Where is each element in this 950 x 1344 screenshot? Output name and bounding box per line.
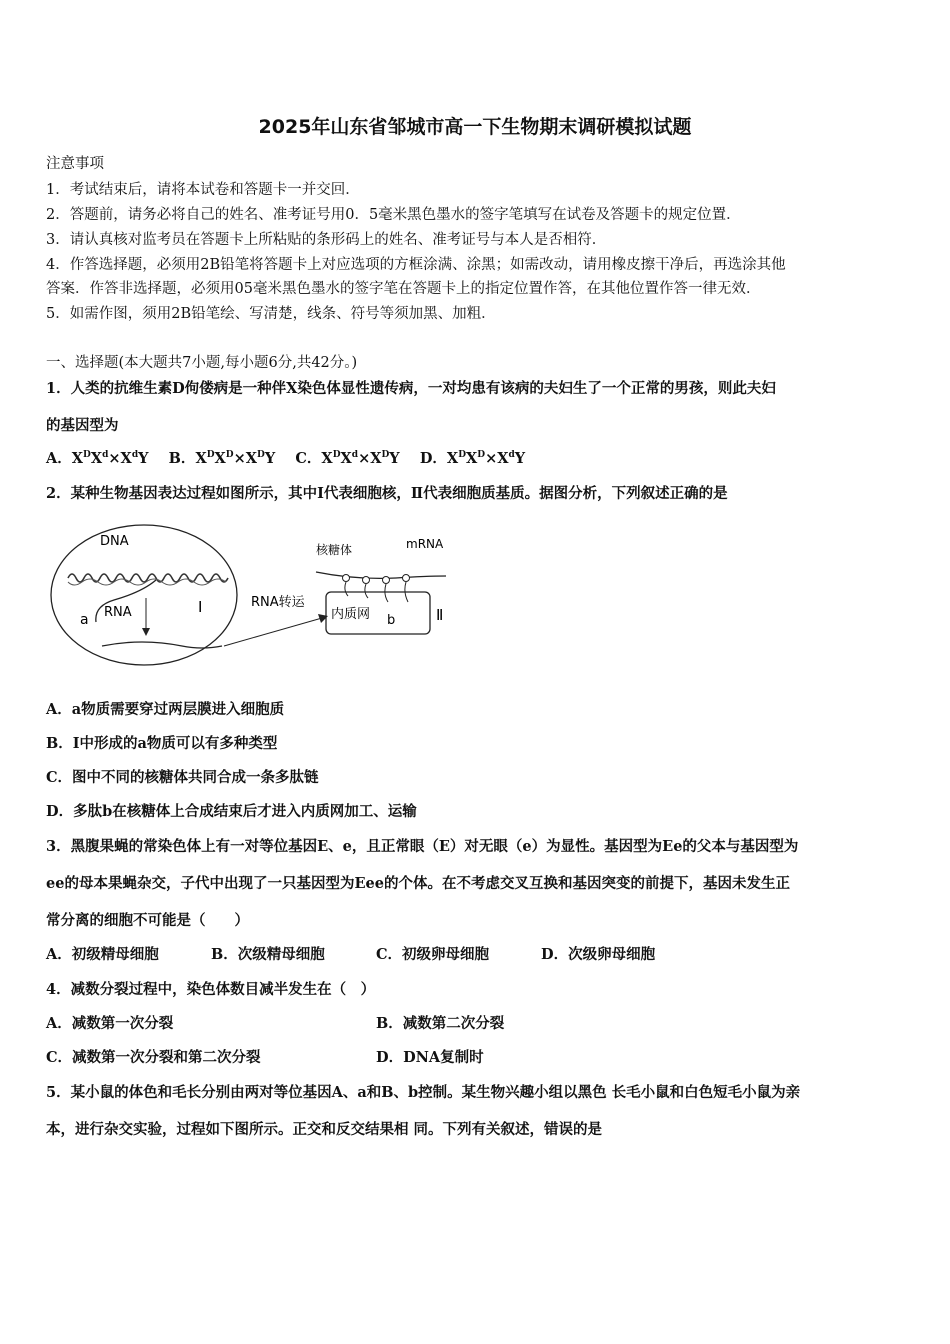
section-heading: 一、选择题(本大题共7小题,每小题6分,共42分。) bbox=[46, 355, 358, 371]
notice-item: 4．作答选择题，必须用2B铅笔将答题卡上对应选项的方框涂满、涂黑；如需改动，请用橡皮擦干净后，再选涂其他 bbox=[46, 257, 786, 273]
option-a[interactable]: A．初级精母细胞 bbox=[46, 946, 159, 963]
ribosome-4 bbox=[403, 575, 410, 582]
cytoplasm-label: Ⅱ bbox=[436, 606, 444, 624]
option-b[interactable]: B．次级精母细胞 bbox=[211, 946, 325, 963]
option-a[interactable]: A．$X^DX^d\times X^dY$ bbox=[46, 450, 149, 467]
question-2-option-b[interactable]: B．Ⅰ中形成的a物质可以有多种类型 bbox=[46, 735, 278, 752]
notice-item: 答案．作答非选择题，必须用05毫米黑色墨水的签字笔在答题卡上的指定位置作答，在其他位置作答一律无效． bbox=[46, 281, 761, 297]
ribosome-1 bbox=[343, 575, 350, 582]
option-d[interactable]: D．次级卵母细胞 bbox=[541, 946, 656, 963]
nucleus-outline bbox=[51, 525, 237, 665]
nucleus-label: Ⅰ bbox=[198, 598, 203, 616]
rna-label: RNA bbox=[104, 605, 132, 620]
question-3-options bbox=[46, 943, 655, 964]
gene-expression-diagram bbox=[46, 520, 466, 680]
synthesis-arrowhead bbox=[142, 628, 150, 636]
question-5-stem-cont: 本，进行杂交实验，过程如下图所示。正交和反交结果相 同。下列有关叙述，错误的是 bbox=[46, 1121, 603, 1138]
option-b[interactable]: B．$X^DX^D\times X^DY$ bbox=[168, 450, 276, 467]
question-2-stem: 2．某种生物基因表达过程如图所示，其中Ⅰ代表细胞核，Ⅱ代表细胞质基质。据图分析，下列叙述正确的是 bbox=[46, 485, 728, 502]
a-label: a bbox=[80, 612, 89, 628]
question-5-stem: 5．某小鼠的体色和毛长分别由两对等位基因A、a和B、b控制。某生物兴趣小组以黑色 长毛小鼠和白色短毛小鼠为亲 bbox=[46, 1084, 801, 1101]
ribosome-3 bbox=[383, 577, 390, 584]
option-c[interactable]: C．减数第一次分裂和第二次分裂 bbox=[46, 1049, 261, 1066]
question-4-options-row1 bbox=[46, 1012, 504, 1033]
option-d[interactable]: D．$X^DX^D\times X^dY$ bbox=[419, 450, 526, 467]
option-d[interactable]: D．DNA复制时 bbox=[376, 1049, 484, 1066]
page-title: 2025年山东省邹城市高一下生物期末调研模拟试题 bbox=[258, 116, 692, 138]
option-b[interactable]: B．减数第二次分裂 bbox=[376, 1015, 505, 1032]
dna-label: DNA bbox=[100, 534, 129, 549]
question-4-options-row2 bbox=[46, 1046, 484, 1067]
question-1-options bbox=[46, 447, 525, 468]
mrna-strand bbox=[316, 572, 446, 578]
question-2-option-c[interactable]: C．图中不同的核糖体共同合成一条多肽链 bbox=[46, 769, 319, 786]
question-3-stem: 3．黑腹果蝇的常染色体上有一对等位基因E、e，且正常眼（E）对无眼（e）为显性。基因型为Ee的父本与基因型为 bbox=[46, 838, 799, 855]
option-c[interactable]: C．$X^DX^d\times X^DY$ bbox=[295, 450, 400, 467]
option-c[interactable]: C．初级卵母细胞 bbox=[376, 946, 490, 963]
mrna-label: mRNA bbox=[406, 537, 444, 551]
mrna-a-strand bbox=[102, 642, 222, 648]
question-1-stem: 1．人类的抗维生素D佝偻病是一种伴X染色体显性遗传病，一对均患有该病的夫妇生了一个正常的男孩，则此夫妇 bbox=[46, 380, 776, 397]
ribosome-2 bbox=[363, 577, 370, 584]
question-1-stem-cont: 的基因型为 bbox=[46, 417, 119, 434]
notice-item: 3．请认真核对监考员在答题卡上所粘贴的条形码上的姓名、准考证号与本人是否相符． bbox=[46, 232, 607, 248]
rna-transport-label: RNA转运 bbox=[251, 595, 305, 610]
b-label: b bbox=[387, 613, 396, 628]
transport-arrow bbox=[224, 618, 322, 646]
notice-item: 1．考试结束后，请将本试卷和答题卡一并交回． bbox=[46, 182, 360, 198]
question-2-option-d[interactable]: D．多肽b在核糖体上合成结束后才进入内质网加工、运输 bbox=[46, 803, 417, 820]
question-4-stem: 4．减数分裂过程中，染色体数目减半发生在（ ） bbox=[46, 981, 376, 998]
question-2-option-a[interactable]: A．a物质需要穿过两层膜进入细胞质 bbox=[46, 701, 285, 718]
er-label: 内质网 bbox=[331, 607, 371, 622]
option-a[interactable]: A．减数第一次分裂 bbox=[46, 1015, 174, 1032]
notice-item: 2．答题前，请务必将自己的姓名、准考证号用0．5毫米黑色墨水的签字笔填写在试卷及答题卡的规定位置． bbox=[46, 207, 741, 223]
question-3-stem-end: 常分离的细胞不可能是（ ） bbox=[46, 912, 249, 929]
ribosome-label: 核糖体 bbox=[316, 543, 353, 557]
notice-heading: 注意事项 bbox=[46, 156, 104, 172]
notice-item: 5．如需作图，须用2B铅笔绘、写清楚，线条、符号等须加黑、加粗． bbox=[46, 306, 496, 322]
question-3-stem-cont: ee的母本果蝇杂交，子代中出现了一只基因型为Eee的个体。在不考虑交叉互换和基因突变的前提下，基因未发生正 bbox=[46, 875, 790, 892]
